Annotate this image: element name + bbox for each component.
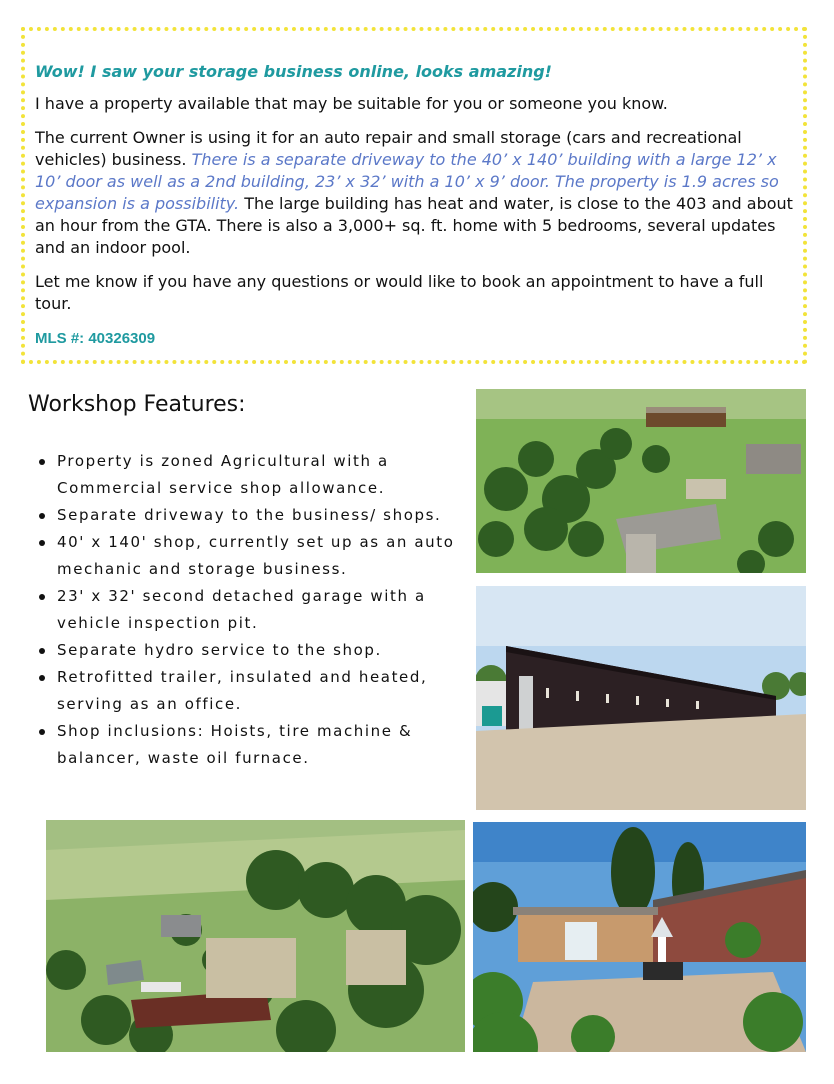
body-part2: The large building has heat and water, is close to the 403 and about an hour from the GTA. There is also a 3,000+ sq. ft. home with 5 bedrooms, several updates and an indoor pool. [35, 194, 793, 257]
feature-item: Separate hydro service to the shop. [37, 637, 457, 664]
notice-box [21, 27, 807, 364]
shop-building-photo [476, 586, 806, 810]
body-part1: The current Owner is using it for an auto repair and small storage (cars and recreational vehicles) business. [35, 128, 742, 169]
aerial-property-photo [476, 389, 806, 573]
feature-item: 23' x 32' second detached garage with a vehicle inspection pit. [37, 583, 457, 637]
feature-item: Retrofitted trailer, insulated and heated, serving as an office. [37, 664, 457, 718]
feature-item: Separate driveway to the business/ shops. [37, 502, 457, 529]
body-highlight: There is a separate driveway to the 40’ x 140’ building with a large 12’ x 10’ door as well as a 2nd building, 23’ x 32’ with a 10’ x 9’ door. The property is 1.9 acres so expansion is a possibility. [35, 150, 779, 213]
feature-item: Shop inclusions: Hoists, tire machine & balancer, waste oil furnace. [37, 718, 457, 772]
intro-text: I have a property available that may be suitable for you or someone you know. [35, 94, 668, 113]
house-patio-photo [473, 822, 806, 1052]
greeting-text: Wow! I saw your storage business online, looks amazing! [35, 62, 552, 81]
workshop-title: Workshop Features: [28, 392, 246, 417]
feature-item: 40' x 140' shop, currently set up as an auto mechanic and storage business. [37, 529, 457, 583]
closing-text: Let me know if you have any questions or would like to book an appointment to have a full tour. [35, 272, 764, 313]
mls-number: MLS #: 40326309 [35, 330, 156, 347]
body-text [35, 127, 795, 259]
feature-list [37, 448, 457, 772]
aerial-farmland-photo [46, 820, 465, 1052]
feature-item: Property is zoned Agricultural with a Commercial service shop allowance. [37, 448, 457, 502]
